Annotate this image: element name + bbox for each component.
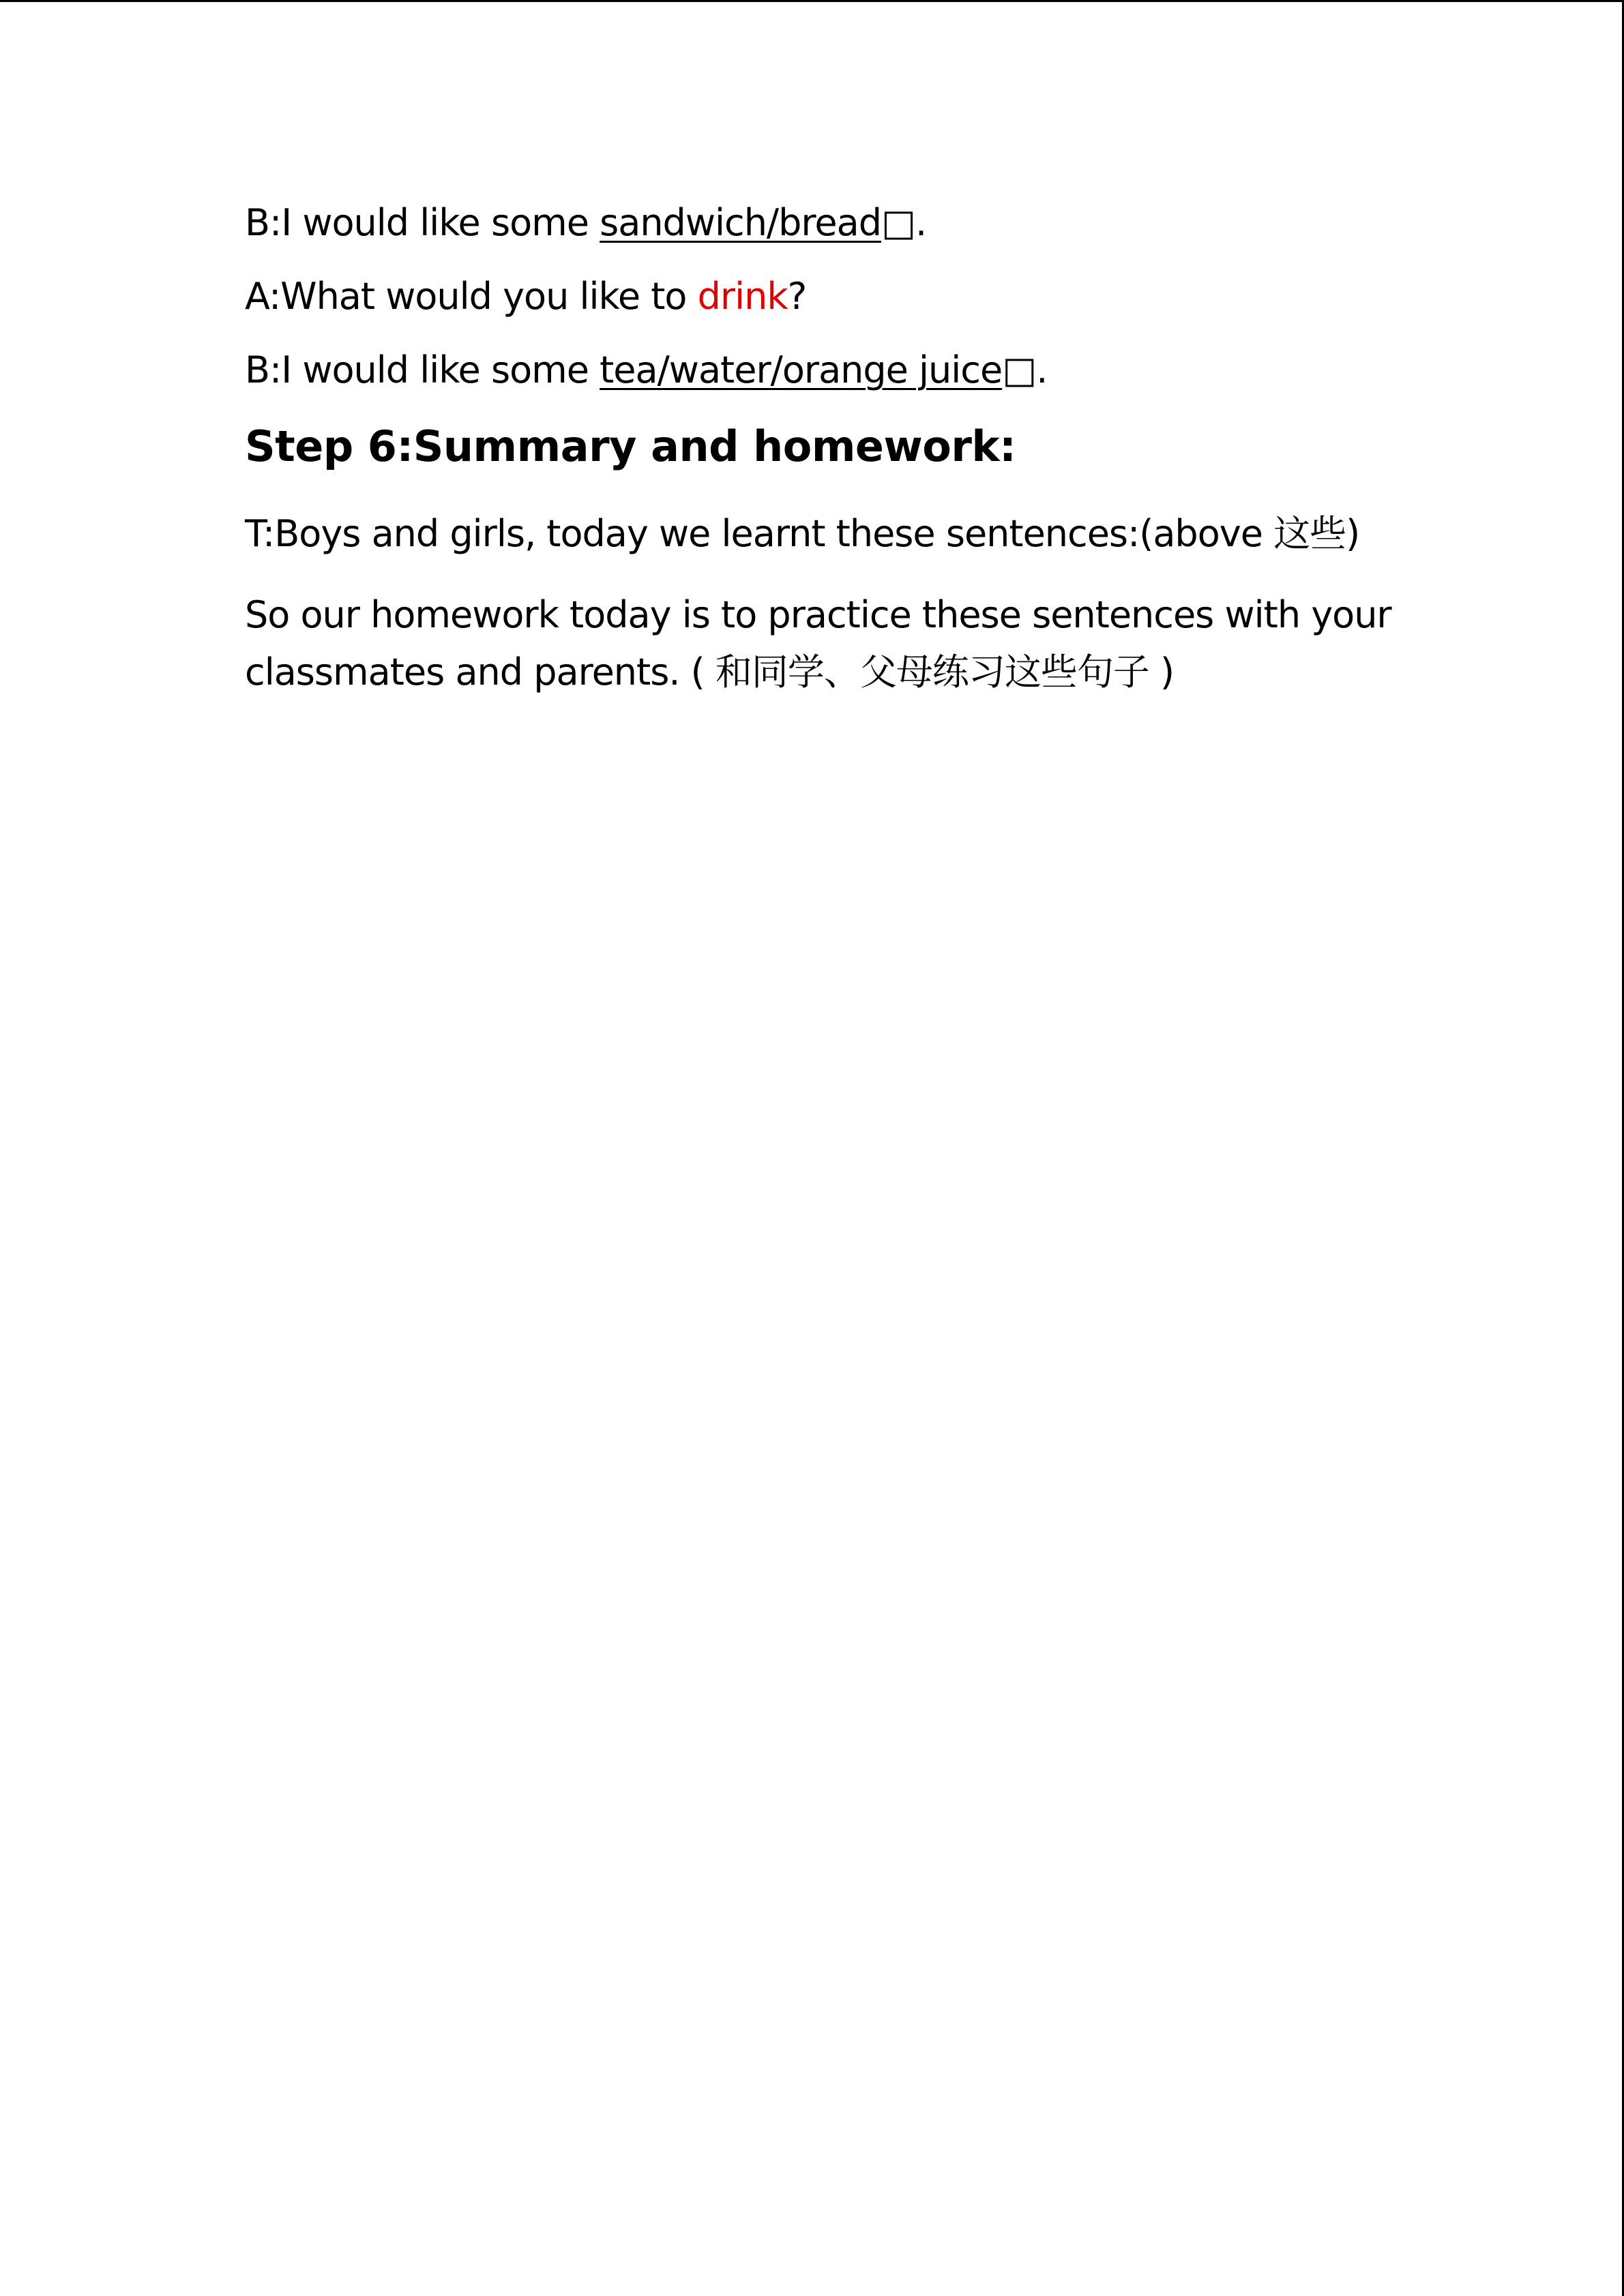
underlined-answer: tea/water/orange juice xyxy=(600,348,1003,391)
highlighted-word: drink xyxy=(697,275,788,318)
dialogue-suffix: ? xyxy=(787,275,807,318)
dialogue-line-b-food xyxy=(245,198,926,248)
dialogue-line-a-drink xyxy=(245,272,806,321)
summary-line: T:Boys and girls, today we learnt these sentences:(above 这些) xyxy=(245,512,1360,555)
dialogue-prefix: A:What would you like to xyxy=(245,275,698,318)
section-heading: Step 6:Summary and homework: xyxy=(245,421,1016,471)
dialogue-suffix: □. xyxy=(1002,348,1048,391)
dialogue-prefix: B:I would like some xyxy=(245,201,600,244)
dialogue-prefix: B:I would like some xyxy=(245,348,600,391)
dialogue-line-b-drink xyxy=(245,346,1047,395)
underlined-answer: sandwich/bread xyxy=(600,201,881,244)
homework-paragraph: So our homework today is to practice these sentences with your classmates and parents. ( 和同学、父母练习这些句子 ) xyxy=(245,593,1391,694)
dialogue-suffix: □. xyxy=(881,201,927,244)
